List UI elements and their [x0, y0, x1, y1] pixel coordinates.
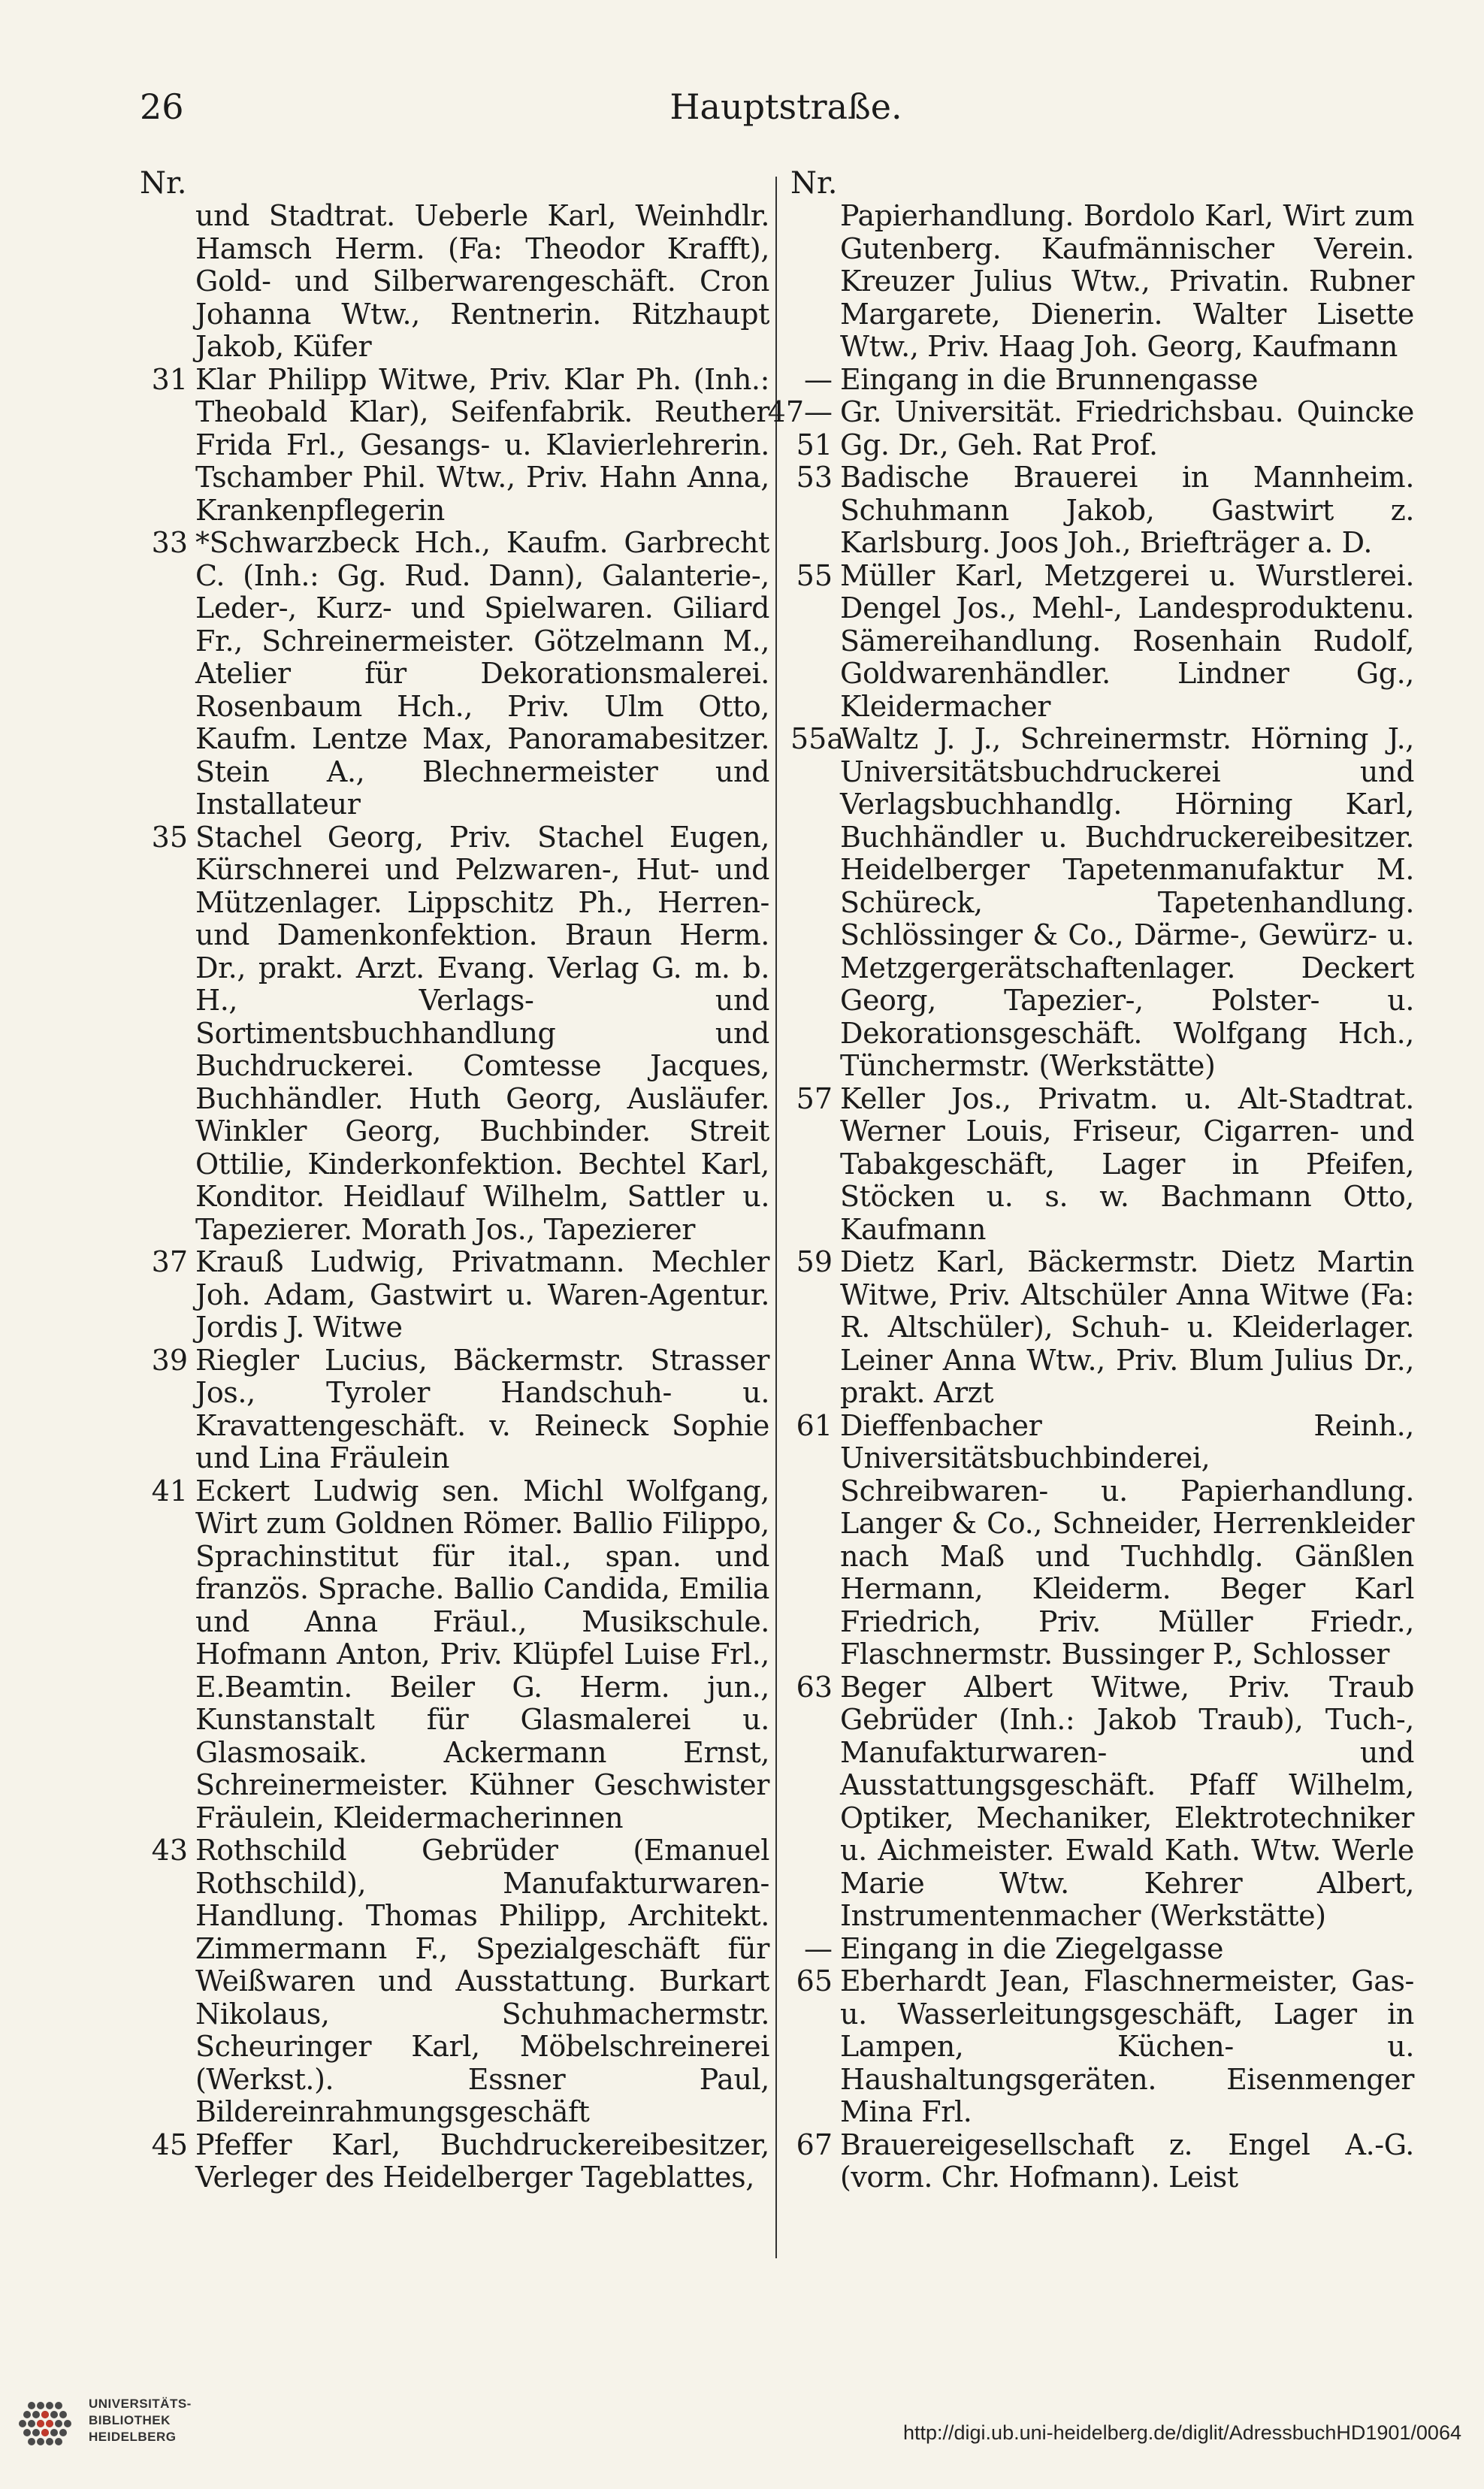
- entry-text: Gr. Universität. Friedrichsbau. Quincke Gg. Dr., Geh. Rat Prof.: [840, 395, 1414, 461]
- page-header: [140, 86, 1432, 139]
- house-number: 39: [151, 1343, 188, 1377]
- house-number: 59: [796, 1245, 833, 1278]
- house-number: 41: [151, 1474, 188, 1508]
- column-divider: [775, 177, 777, 2258]
- house-number: 45: [151, 2128, 188, 2161]
- running-title: Hauptstraße.: [669, 86, 902, 127]
- house-number: 57: [796, 1081, 833, 1115]
- page-number: 26: [140, 86, 184, 127]
- house-number: —: [804, 362, 833, 396]
- entry-text: Rothschild Gebrüder (Emanuel Rothschild), Manufakturwaren-Handlung. Thomas Philipp, Architekt. Zimmermann F., Spezialgeschäft für Weißwaren und Ausstattung. Burkart Nikolaus, Schuhmachermstr. Scheuringer Karl, Möbelschreinerei (Werkst.). Essner Paul, Bildereinrahmungsgeschäft: [195, 1834, 769, 2128]
- directory-entry: [790, 560, 1414, 724]
- directory-entry: [140, 2129, 769, 2194]
- directory-entry: [790, 1671, 1414, 1933]
- directory-entry: [790, 1410, 1414, 1671]
- directory-entry: [767, 395, 1414, 461]
- house-number: 67: [796, 2128, 833, 2161]
- entry-text: Keller Jos., Privatm. u. Alt-Stadtrat. Werner Louis, Friseur, Cigarren- und Tabakgeschäft, Lager in Pfeifen, Stöcken u. s. w. Bachmann Otto, Kaufmann: [840, 1081, 1414, 1246]
- directory-entry: [140, 1475, 769, 1835]
- entry-text: Dieffenbacher Reinh., Universitätsbuchbinderei, Schreibwaren- u. Papierhandlung. Langer & Co., Schneider, Herrenkleider nach Maß und Tuchhdlg. Gänßlen Hermann, Kleiderm. Beger Karl Friedrich, Priv. Müller Friedr., Flaschnermstr. Bussinger P., Schlosser: [840, 1408, 1414, 1671]
- footer: [0, 2367, 1484, 2487]
- entry-text: Waltz J. J., Schreinermstr. Hörning J., Universitätsbuchdruckerei und Verlagsbuchhandlg. Hörning Karl, Buchhändler u. Buchdruckereibesitzer. Heidelberger Tapetenmanufaktur M. Schüreck, Tapetenhandlung. Schlössinger & Co., Därme-, Gewürz- u. Metzgergerätschaftenlager. Deckert Georg, Tapezier-, Polster- u. Dekorationsgeschäft. Wolfgang Hch., Tünchermstr. (Werkstätte): [840, 722, 1414, 1082]
- left-column: [140, 167, 769, 2264]
- entry-text: Eingang in die Ziegelgasse: [840, 1931, 1224, 1965]
- directory-entry: [790, 1083, 1414, 1247]
- entry-text: Eingang in die Brunnengasse: [840, 362, 1259, 396]
- house-number: 63: [796, 1670, 833, 1704]
- entry-text: Brauereigesellschaft z. Engel A.-G. (vorm. Chr. Hofmann). Leist: [840, 2128, 1414, 2194]
- directory-entry: [790, 723, 1414, 1083]
- entry-text: Riegler Lucius, Bäckermstr. Strasser Jos., Tyroler Handschuh- u. Kravattengeschäft. v. Reineck Sophie und Lina Fräulein: [195, 1343, 769, 1474]
- source-url-link[interactable]: http://digi.ub.uni-heidelberg.de/diglit/AdressbuchHD1901/0064: [902, 2421, 1461, 2444]
- directory-entry: [790, 2129, 1414, 2194]
- house-number: —: [804, 1931, 833, 1965]
- entry-text: Papierhandlung. Bordolo Karl, Wirt zum Gutenberg. Kaufmännischer Verein. Kreuzer Julius Wtw., Privatin. Rubner Margarete, Dienerin. Walter Lisette Wtw., Priv. Haag Joh. Georg, Kaufmann: [840, 199, 1414, 363]
- entry-list: [140, 200, 769, 2194]
- directory-entry: [790, 364, 1414, 397]
- entry-text: Pfeffer Karl, Buchdruckereibesitzer, Verleger des Heidelberger Tageblattes,: [195, 2128, 769, 2194]
- entry-text: Dietz Karl, Bäckermstr. Dietz Martin Witwe, Priv. Altschüler Anna Witwe (Fa: R. Altschüler), Schuh- u. Kleiderlager. Leiner Anna Wtw., Priv. Blum Julius Dr., prakt. Arzt: [840, 1245, 1414, 1409]
- entry-text: Eckert Ludwig sen. Michl Wolfgang, Wirt zum Goldnen Römer. Ballio Filippo, Sprachinstitut für ital., span. und französ. Sprache. Ballio Candida, Emilia und Anna Fräul., Musikschule. Hofmann Anton, Priv. Klüpfel Luise Frl., E.Beamtin. Beiler G. Herm. jun., Kunstanstalt für Glasmalerei u. Glasmosaik. Ackermann Ernst, Schreinermeister. Kühner Geschwister Fräulein, Kleidermacherinnen: [195, 1474, 769, 1834]
- directory-entry: [790, 1933, 1414, 1966]
- house-number: 61: [796, 1408, 833, 1442]
- right-column: [767, 166, 1414, 2264]
- house-number: 55a: [790, 722, 845, 755]
- house-number: 55: [796, 558, 833, 592]
- directory-entry: [790, 1246, 1414, 1410]
- entry-text: Müller Karl, Metzgerei u. Wurstlerei. Dengel Jos., Mehl-, Landesproduktenu. Sämereihandlung. Rosenhain Rudolf, Goldwarenhändler. Lindner Gg., Kleidermacher: [840, 558, 1414, 723]
- directory-entry: [140, 1246, 769, 1344]
- house-number: 35: [151, 820, 188, 854]
- house-number: 43: [151, 1834, 188, 1867]
- entry-text: Krauß Ludwig, Privatmann. Mechler Joh. Adam, Gastwirt u. Waren-Agentur. Jordis J. Witwe: [195, 1245, 769, 1344]
- entry-text: Badische Brauerei in Mannheim. Schuhmann Jakob, Gastwirt z. Karlsburg. Joos Joh., Briefträger a. D.: [840, 461, 1414, 559]
- library-name-line: BIBLIOTHEK: [89, 2413, 171, 2427]
- entry-text: und Stadtrat. Ueberle Karl, Weinhdlr. Hamsch Herm. (Fa: Theodor Krafft), Gold- und Silberwarengeschäft. Cron Johanna Wtw., Rentnerin. Ritzhaupt Jakob, Küfer: [195, 199, 769, 363]
- directory-entry: [140, 1834, 769, 2129]
- directory-entry: [140, 821, 769, 1247]
- entry-text: Klar Philipp Witwe, Priv. Klar Ph. (Inh.: Theobald Klar), Seifenfabrik. Reuther Frida Frl., Gesangs- u. Klavierlehrerin. Tschamber Phil. Wtw., Priv. Hahn Anna, Krankenpflegerin: [195, 362, 769, 527]
- library-logo-icon: [14, 2390, 81, 2457]
- entry-text: Beger Albert Witwe, Priv. Traub Gebrüder (Inh.: Jakob Traub), Tuch-, Manufakturwaren- und Ausstattungsgeschäft. Pfaff Wilhelm, Optiker, Mechaniker, Elektrotechniker u. Aichmeister. Ewald Kath. Wtw. Werle Marie Wtw. Kehrer Albert, Instrumentenmacher (Werkstätte): [840, 1670, 1414, 1932]
- house-number: 47—51: [767, 395, 833, 461]
- library-name: [89, 2396, 192, 2445]
- directory-entry: [790, 461, 1414, 560]
- directory-entry: [790, 200, 1414, 364]
- directory-entry: [140, 527, 769, 821]
- house-number: 33: [151, 526, 188, 559]
- directory-entry: [140, 1344, 769, 1475]
- entry-list: [767, 199, 1414, 2194]
- entry-text: *Schwarzbeck Hch., Kaufm. Garbrecht C. (Inh.: Gg. Rud. Dann), Galanterie-, Leder-, Kurz- und Spielwaren. Giliard Fr., Schreinermeister. Götzelmann M., Atelier für Dekorationsmalerei. Rosenbaum Hch., Priv. Ulm Otto, Kaufm. Lentze Max, Panoramabesitzer. Stein A., Blechnermeister und Installateur: [195, 526, 769, 821]
- column-heading: Nr.: [790, 166, 838, 201]
- library-name-line: HEIDELBERG: [89, 2430, 177, 2444]
- house-number: 65: [796, 1964, 833, 1998]
- house-number: 53: [796, 461, 833, 494]
- house-number: 31: [151, 362, 188, 396]
- directory-entry: [140, 200, 769, 364]
- house-number: 37: [151, 1245, 188, 1278]
- entry-text: Stachel Georg, Priv. Stachel Eugen, Kürschnerei und Pelzwaren-, Hut- und Mützenlager. Lippschitz Ph., Herren- und Damenkonfektion. Braun Herm. Dr., prakt. Arzt. Evang. Verlag G. m. b. H., Verlags- und Sortimentsbuchhandlung und Buchdruckerei. Comtesse Jacques, Buchhändler. Huth Georg, Ausläufer. Winkler Georg, Buchbinder. Streit Ottilie, Kinderkonfektion. Bechtel Karl, Konditor. Heidlauf Wilhelm, Sattler u. Tapezierer. Morath Jos., Tapezierer: [195, 820, 769, 1246]
- library-name-line: UNIVERSITÄTS-: [89, 2397, 192, 2411]
- directory-entry: [140, 364, 769, 528]
- entry-text: Eberhardt Jean, Flaschnermeister, Gas- u. Wasserleitungsgeschäft, Lager in Lampen, Küchen- u. Haushaltungsgeräten. Eisenmenger Mina Frl.: [840, 1964, 1414, 2128]
- directory-entry: [790, 1965, 1414, 2129]
- column-heading: Nr.: [140, 166, 187, 201]
